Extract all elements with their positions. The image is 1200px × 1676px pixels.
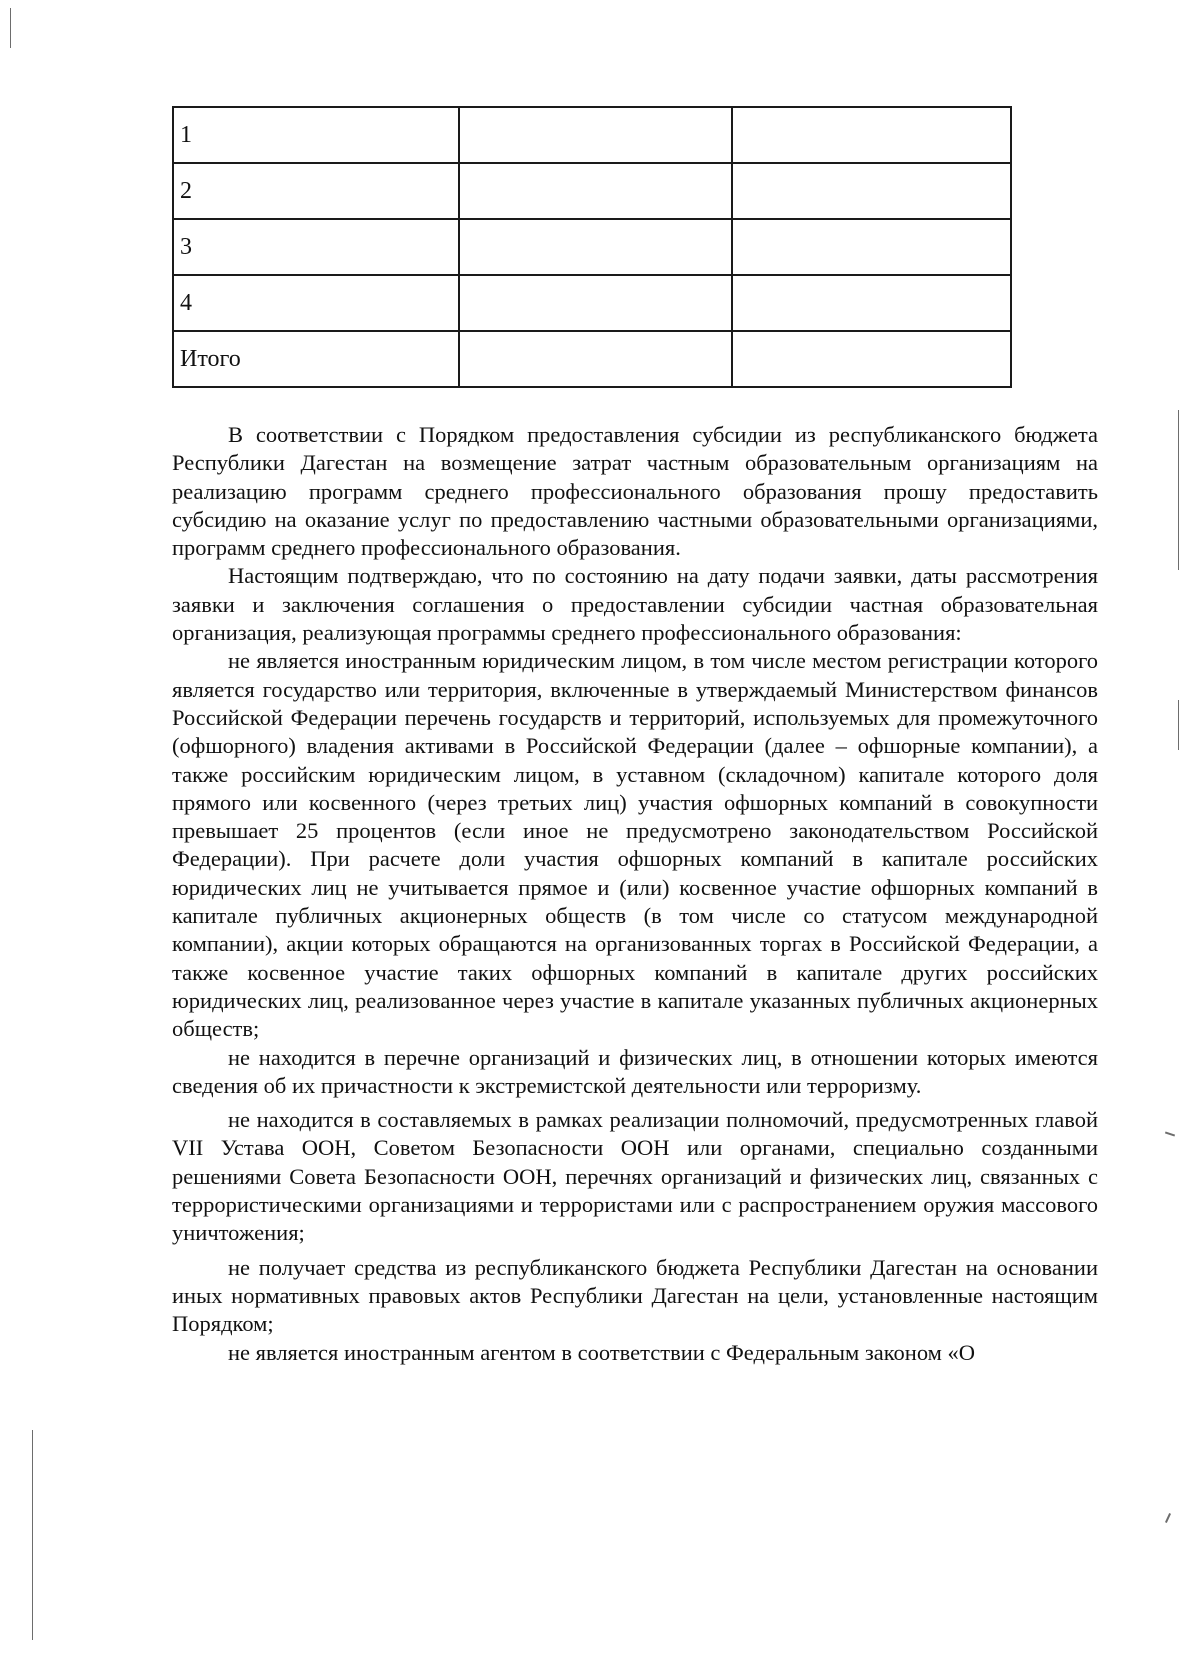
table-cell: 2: [173, 163, 459, 219]
table-cell: [459, 107, 732, 163]
table-row: [173, 163, 1011, 219]
table-cell: [459, 331, 732, 387]
table-cell: 3: [173, 219, 459, 275]
paragraph-request: В соответствии с Порядком предоставления субсидии из республиканского бюджета Республики Дагестан на возмещение затрат частным образовательным организациям на реализацию программ среднего профессионального образования прошу предоставить субсидию на оказание услуг по предоставлению частными образовательными организациями, программ среднего профессионального образования.: [172, 422, 1098, 561]
table-row: [173, 275, 1011, 331]
table-cell: [732, 275, 1011, 331]
table-cell: [732, 163, 1011, 219]
table-cell: [732, 107, 1011, 163]
paragraph-offshore: не является иностранным юридическим лицом, в том числе местом регистрации которого является государство или территория, включенные в утверждаемый Министерством финансов Российской Федерации перечень государств и территорий, используемых для промежуточного (офшорного) владения активами в Российской Федерации (далее – офшорные компании), а также российским юридическим лицом, в уставном (складочном) капитале которого доля прямого или косвенного (через третьих лиц) участия офшорных компаний в совокупности превышает 25 процентов (если иное не предусмотрено законодательством Российской Федерации). При расчете доли участия офшорных компаний в капитале российских юридических лиц не учитывается прямое и (или) косвенное участие офшорных компаний в капитале публичных акционерных обществ (в том числе со статусом международной компании), акции которых обращаются на организованных торгах в Российской Федерации, а также косвенное участие таких офшорных компаний в капитале других российских юридических лиц, реализованное через участие в капитале указанных публичных акционерных обществ;: [172, 648, 1098, 1042]
paragraph-extremism: не находится в перечне организаций и физических лиц, в отношении которых имеются сведения об их причастности к экстремистской деятельности или терроризму.: [172, 1044, 1098, 1098]
table-cell: [459, 219, 732, 275]
table-cell: 1: [173, 107, 459, 163]
document-body: [172, 421, 1098, 1367]
table-row: [173, 219, 1011, 275]
table-cell-total-label: Итого: [173, 331, 459, 387]
paragraph-un-lists: не находится в составляемых в рамках реализации полномочий, предусмотренных главой VII Устава ООН, Советом Безопасности ООН или органами, специально созданными решениями Совета Безопасности ООН, перечнях организаций и физических лиц, связанных с террористическими организациями и террористами или с распространением оружия массового уничтожения;: [172, 1107, 1098, 1246]
paragraph-foreign-agent: не является иностранным агентом в соответствии с Федеральным законом «О: [228, 1339, 976, 1365]
scan-artifact-dash: [1165, 1132, 1175, 1137]
table-row-total: [173, 331, 1011, 387]
paragraph-budget-funds: не получает средства из республиканского бюджета Республики Дагестан на основании иных нормативных правовых актов Республики Дагестан на цели, установленные настоящим Порядком;: [172, 1254, 1098, 1337]
scan-artifact-line: [1178, 700, 1179, 750]
table-cell: [459, 163, 732, 219]
summary-table: [172, 106, 1012, 388]
table-cell: [459, 275, 732, 331]
scan-artifact-line: [1178, 410, 1179, 570]
paragraph-confirmation: Настоящим подтверждаю, что по состоянию на дату подачи заявки, даты рассмотрения заявки и заключения соглашения о предоставлении субсидии частная образовательная организация, реализующая программы среднего профессионального образования:: [172, 563, 1098, 646]
table-cell: [732, 331, 1011, 387]
scan-artifact-dash: [1165, 1513, 1171, 1523]
table-row: [173, 107, 1011, 163]
scan-artifact-line: [10, 8, 11, 48]
table-cell: 4: [173, 275, 459, 331]
table-cell: [732, 219, 1011, 275]
scan-artifact-line: [32, 1430, 33, 1640]
